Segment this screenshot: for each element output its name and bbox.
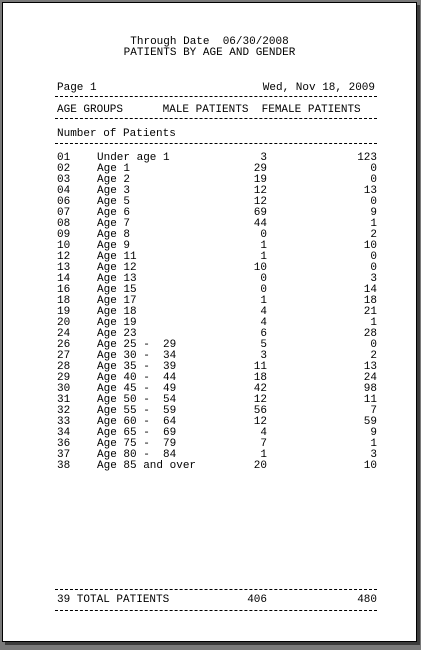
row-male: 0 — [260, 273, 267, 285]
row-label: Age 2 — [97, 174, 131, 186]
row-code: 38 — [57, 460, 71, 472]
row-label: Age 45 - 49 — [97, 383, 177, 395]
row-female: 9 — [370, 427, 377, 439]
row-male: 12 — [253, 416, 267, 428]
row-male: 29 — [253, 163, 267, 175]
row-code: 06 — [57, 196, 71, 208]
row-female: 21 — [363, 306, 377, 318]
row-female: 28 — [363, 328, 377, 340]
row-male: 20 — [253, 460, 267, 472]
row-male: 69 — [253, 207, 267, 219]
row-female: 1 — [370, 218, 377, 230]
row-female: 13 — [363, 361, 377, 373]
row-male: 3 — [260, 152, 267, 164]
row-label: Under age 1 — [97, 152, 170, 164]
row-code: 02 — [57, 163, 71, 175]
row-code: 24 — [57, 328, 71, 340]
row-male: 0 — [260, 229, 267, 241]
row-male: 10 — [253, 262, 267, 274]
row-male: 4 — [260, 306, 267, 318]
row-label: Age 23 — [97, 328, 137, 340]
page-number: Page 1 — [57, 82, 97, 94]
row-male: 3 — [260, 350, 267, 362]
row-code: 08 — [57, 218, 71, 230]
row-label: Age 35 - 39 — [97, 361, 177, 373]
row-female: 1 — [370, 317, 377, 329]
row-code: 18 — [57, 295, 71, 307]
row-male: 4 — [260, 317, 267, 329]
report-title: PATIENTS BY AGE AND GENDER — [123, 47, 296, 59]
row-male: 7 — [260, 438, 267, 450]
row-male: 1 — [260, 251, 267, 263]
row-label: Age 18 — [97, 306, 137, 318]
row-label: Age 13 — [97, 273, 137, 285]
row-female: 0 — [370, 196, 377, 208]
total-row — [57, 595, 379, 606]
row-label: Age 6 — [97, 207, 131, 219]
row-label: Age 40 - 44 — [97, 372, 177, 384]
row-male: 0 — [260, 284, 267, 296]
row-code: 10 — [57, 240, 71, 252]
row-female: 3 — [370, 449, 377, 461]
row-female: 24 — [363, 372, 377, 384]
row-label: Age 8 — [97, 229, 131, 241]
row-label: Age 1 — [97, 163, 131, 175]
row-code: 32 — [57, 405, 71, 417]
row-label: Age 75 - 79 — [97, 438, 177, 450]
row-code: 29 — [57, 372, 71, 384]
row-male: 1 — [260, 295, 267, 307]
row-male: 44 — [253, 218, 267, 230]
row-label: Age 15 — [97, 284, 137, 296]
row-female: 18 — [363, 295, 377, 307]
row-label: Age 17 — [97, 295, 137, 307]
row-female: 0 — [370, 251, 377, 263]
divider — [55, 143, 377, 144]
row-male: 12 — [253, 196, 267, 208]
row-code: 37 — [57, 449, 71, 461]
row-female: 98 — [363, 383, 377, 395]
run-date: Wed, Nov 18, 2009 — [262, 82, 375, 94]
row-label: Age 80 - 84 — [97, 449, 177, 461]
divider — [55, 610, 377, 611]
row-female: 2 — [370, 350, 377, 362]
row-female: 7 — [370, 405, 377, 417]
row-label: Age 30 - 34 — [97, 350, 177, 362]
row-male: 1 — [260, 449, 267, 461]
row-label: Age 5 — [97, 196, 131, 208]
row-label: Age 19 — [97, 317, 137, 329]
row-code: 03 — [57, 174, 71, 186]
row-label: Age 11 — [97, 251, 137, 263]
row-code: 27 — [57, 350, 71, 362]
total-male: 406 — [247, 594, 267, 606]
row-female: 13 — [363, 185, 377, 197]
row-female: 0 — [370, 174, 377, 186]
total-female: 480 — [357, 594, 377, 606]
row-label: Age 65 - 69 — [97, 427, 177, 439]
divider — [55, 118, 377, 119]
row-label: Age 55 - 59 — [97, 405, 177, 417]
row-female: 1 — [370, 438, 377, 450]
row-female: 0 — [370, 163, 377, 175]
row-female: 0 — [370, 262, 377, 274]
row-code: 19 — [57, 306, 71, 318]
row-code: 34 — [57, 427, 71, 439]
row-code: 33 — [57, 416, 71, 428]
row-code: 36 — [57, 438, 71, 450]
through-date: Through Date 06/30/2008 — [130, 36, 289, 48]
column-headers: AGE GROUPS MALE PATIENTS FEMALE PATIENTS — [57, 104, 361, 116]
report-page — [2, 2, 417, 642]
row-male: 18 — [253, 372, 267, 384]
row-code: 04 — [57, 185, 71, 197]
row-code: 30 — [57, 383, 71, 395]
row-code: 14 — [57, 273, 71, 285]
row-male: 6 — [260, 328, 267, 340]
row-male: 56 — [253, 405, 267, 417]
row-female: 9 — [370, 207, 377, 219]
row-label: Age 7 — [97, 218, 131, 230]
row-female: 2 — [370, 229, 377, 241]
divider — [55, 96, 377, 97]
row-female: 0 — [370, 339, 377, 351]
row-label: Age 9 — [97, 240, 131, 252]
row-male: 4 — [260, 427, 267, 439]
total-label: 39 TOTAL PATIENTS — [57, 594, 170, 606]
row-code: 12 — [57, 251, 71, 263]
row-female: 10 — [363, 240, 377, 252]
row-female: 11 — [363, 394, 377, 406]
row-code: 31 — [57, 394, 71, 406]
row-female: 10 — [363, 460, 377, 472]
row-code: 09 — [57, 229, 71, 241]
divider — [55, 589, 377, 590]
row-female: 59 — [363, 416, 377, 428]
row-male: 12 — [253, 185, 267, 197]
row-code: 26 — [57, 339, 71, 351]
row-label: Age 85 and over — [97, 460, 197, 472]
table-row — [57, 461, 379, 472]
row-label: Age 12 — [97, 262, 137, 274]
row-code: 28 — [57, 361, 71, 373]
row-code: 01 — [57, 152, 71, 164]
row-label: Age 25 - 29 — [97, 339, 177, 351]
row-female: 14 — [363, 284, 377, 296]
row-code: 16 — [57, 284, 71, 296]
row-male: 1 — [260, 240, 267, 252]
row-female: 123 — [357, 152, 377, 164]
row-code: 20 — [57, 317, 71, 329]
row-male: 19 — [253, 174, 267, 186]
row-male: 5 — [260, 339, 267, 351]
row-male: 11 — [253, 361, 267, 373]
row-female: 3 — [370, 273, 377, 285]
row-male: 12 — [253, 394, 267, 406]
row-male: 42 — [253, 383, 267, 395]
row-code: 13 — [57, 262, 71, 274]
row-label: Age 60 - 64 — [97, 416, 177, 428]
row-label: Age 3 — [97, 185, 131, 197]
section-label: Number of Patients — [57, 128, 176, 140]
row-code: 07 — [57, 207, 71, 219]
row-label: Age 50 - 54 — [97, 394, 177, 406]
